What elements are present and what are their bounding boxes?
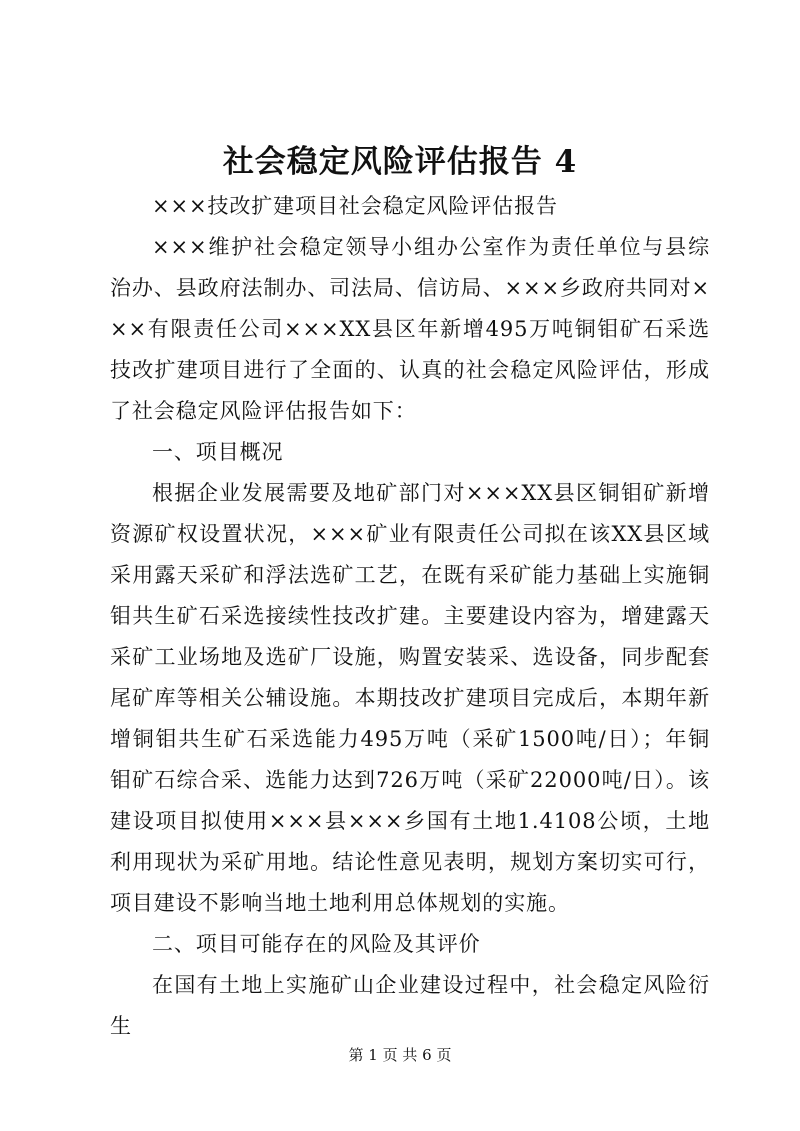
document-body [110, 186, 710, 1047]
page-footer: 第 1 页 共 6 页 [348, 1046, 452, 1064]
paragraph-project-title: ×××技改扩建项目社会稳定风险评估报告 [152, 194, 558, 218]
document-title: 社会稳定风险评估报告 4 [222, 144, 578, 180]
section-heading-overview: 一、项目概况 [152, 440, 284, 464]
section-heading-risks: 二、项目可能存在的风险及其评价 [152, 932, 481, 956]
paragraph-intro: ×××维护社会稳定领导小组办公室作为责任单位与县综治办、县政府法制办、司法局、信访局、×××乡政府共同对×××有限责任公司×××XX县区年新增495万吨铜钼矿石采选技改扩建项目进行了全面的、认真的社会稳定风险评估，形成了社会稳定风险评估报告如下： [110, 235, 710, 423]
paragraph-risks: 在国有土地上实施矿山企业建设过程中，社会稳定风险衍生 [110, 973, 710, 1038]
paragraph-overview: 根据企业发展需要及地矿部门对×××XX县区铜钼矿新增资源矿权设置状况，×××矿业有限责任公司拟在该XX县区域采用露天采矿和浮法选矿工艺，在既有采矿能力基础上实施铜钼共生矿石采选接续性技改扩建。主要建设内容为，增建露天采矿工业场地及选矿厂设施，购置安装采、选设备，同步配套尾矿库等相关公辅设施。本期技改扩建项目完成后，本期年新增铜钼共生矿石采选能力495万吨（采矿1500吨/日）；年铜钼矿石综合采、选能力达到726万吨（采矿22000吨/日）。该建设项目拟使用×××县×××乡国有土地1.4108公顷，土地利用现状为采矿用地。结论性意见表明，规划方案切实可行，项目建设不影响当地土地利用总体规划的实施。 [110, 481, 710, 915]
